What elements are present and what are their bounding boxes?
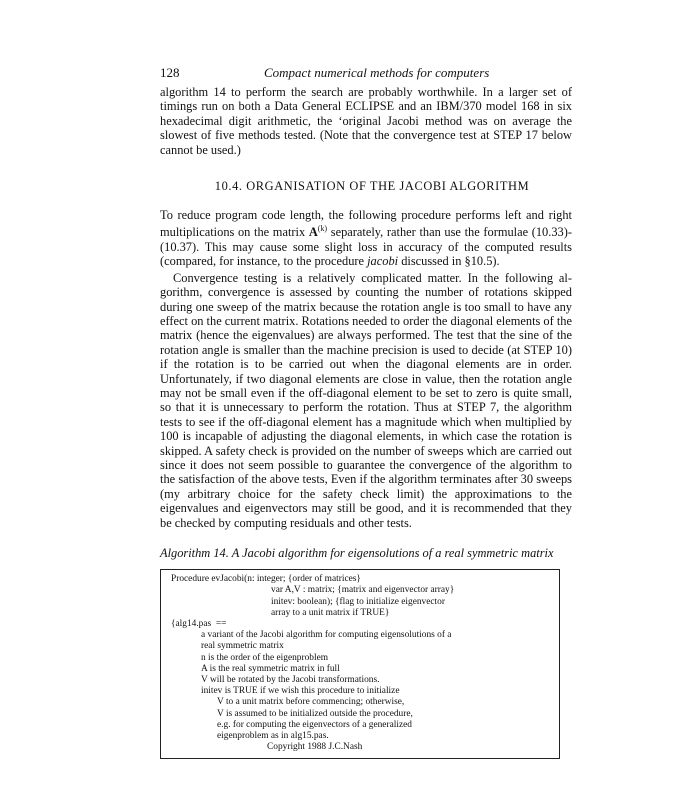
running-title: Compact numerical methods for computers — [264, 65, 490, 80]
code-line: Procedure evJacobi(n: integer; {order of matrices} — [171, 574, 361, 585]
code-line: e.g. for computing the eigenvectors of a generalized — [217, 719, 412, 730]
code-line: V will be rotated by the Jacobi transformations. — [201, 674, 380, 685]
procedure-name: jacobi — [367, 254, 399, 269]
paragraph-code-length — [160, 208, 572, 269]
code-line: initev is TRUE if we wish this procedure to initialize — [201, 686, 400, 697]
paragraph-text: discussed in §10.5). — [398, 254, 500, 269]
code-line: Copyright 1988 J.C.Nash — [267, 742, 363, 753]
paragraph-text: To reduce program code length, the following procedure performs left and right multiplications on the matrix — [160, 208, 572, 240]
paragraph-text: separately, rather than use the formulae (10.33)-(10.37). This may cause some slight loss in accuracy of the computed results (compared, for instance, to the procedure — [160, 225, 572, 269]
algorithm-caption: Algorithm 14. A Jacobi algorithm for eigensolutions of a real symmetric matrix — [160, 546, 554, 561]
matrix-symbol: A — [308, 225, 318, 240]
code-line: array to a unit matrix if TRUE} — [271, 607, 390, 618]
code-line: initev: boolean); {flag to initialize eigenvector — [271, 596, 445, 607]
code-line: V to a unit matrix before commencing; otherwise, — [217, 697, 405, 708]
code-line: {alg14.pas == — [171, 618, 227, 629]
opening-paragraph: algorithm 14 to perform the search are probably worthwhile. In a larger set of timings run on both a Data General ECLIPSE and an IBM/370 model 168 in six hexadecimal digit arithmetic, the ‘original Jacobi method was on average the slowest of five methods tested. (Note that the convergence test at STEP 17 below cannot be used.) — [160, 85, 572, 157]
matrix-superscript: (k) — [317, 224, 328, 234]
code-line: var A,V : matrix; {matrix and eigenvector array} — [271, 585, 455, 596]
page-number: 128 — [160, 65, 180, 80]
code-line: real symmetric matrix — [201, 641, 284, 652]
code-line: V is assumed to be initialized outside the procedure, — [217, 708, 413, 719]
code-listing — [160, 569, 560, 759]
code-line: n is the order of the eigenproblem — [201, 652, 329, 663]
code-line: A is the real symmetric matrix in full — [201, 663, 340, 674]
code-line: a variant of the Jacobi algorithm for computing eigensolutions of a — [201, 630, 452, 641]
code-line: eigenproblem as in alg15.pas. — [217, 730, 329, 741]
book-page — [160, 64, 572, 759]
running-head — [160, 64, 572, 82]
section-heading: 10.4. ORGANISATION OF THE JACOBI ALGORITHM — [214, 179, 530, 194]
paragraph-convergence: Convergence testing is a relatively complicated matter. In the following algorithm, convergence is assessed by counting the number of rotations skipped during one sweep of the matrix because the rotation angle is too small to have any effect on the current matrix. Rotations needed to order the diagonal elements of the matrix (hence the eigenvalues) are always performed. The test that the sine of the rotation angle is smaller than the machine precision is used to decide (at STEP 10) if the rotation is to be carried out when the diagonal elements are in order. Unfortunately, if two diagonal elements are close in value, then the rotation angle may not be small even if the off-diagonal element to be set to zero is quite small, so that it is unnecessary to perform the rotation. Thus at STEP 7, the algorithm tests to see if the off-diagonal element has a magnitude which when multiplied by 100 is incapable of adjusting the diagonal elements, in which case the rotation is skipped. A safety check is provided on the number of sweeps which are carried out since it does not seem possible to guarantee the convergence of the algorithm to the satisfaction of the above tests, Even if the algorithm terminates after 30 sweeps (my arbitrary choice for the safety check limit) the approximations to the eigenvalues and eigenvectors may still be good, and it is recommended that they be checked by computing residuals and other tests. — [160, 270, 572, 530]
